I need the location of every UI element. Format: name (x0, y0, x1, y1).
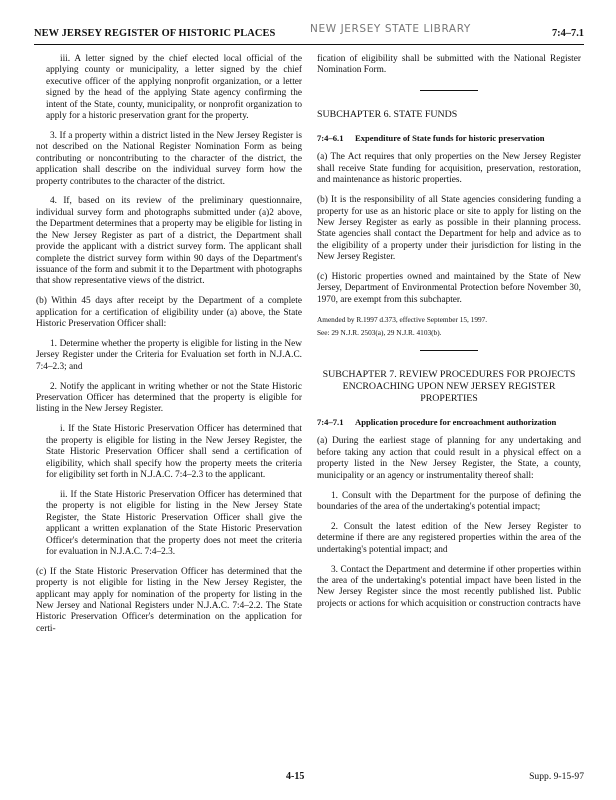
section-heading (317, 417, 581, 428)
section-title: Application procedure for encroachment authorization (355, 416, 557, 427)
paragraph: fication of eligibility shall be submitted with the National Register Nomination Form. (317, 54, 581, 76)
supplement-date: Supp. 9-15-97 (529, 771, 584, 782)
page-number: 4-15 (286, 771, 305, 782)
paragraph: (a) During the earliest stage of planning for any undertaking and before taking any action that could result in a physical effect on a property listed in the New Jersey Register, the State, a county, municipality or an agency or instrumentality thereof shall: (317, 436, 581, 481)
section-reference: 7:4–7.1 (551, 28, 584, 39)
paragraph: (b) Within 45 days after receipt by the Department of a complete application for a certification of eligibility under (a) above, the State Historic Preservation Officer shall: (36, 296, 302, 330)
paragraph: (c) Historic properties owned and maintained by the State of New Jersey, Department of Environmental Protection before November 30, 1970, are exempt from this subchapter. (317, 272, 581, 305)
section-number: 7:4–6.1 (317, 132, 344, 143)
amendment-note: See: 29 N.J.R. 2503(a), 29 N.J.R. 4103(b). (317, 327, 442, 337)
paragraph: 2. Consult the latest edition of the New Jersey Register to determine if there are any registered properties within the area of the undertaking's potential impact; and (317, 521, 581, 555)
paragraph: 4. If, based on its review of the preliminary questionnaire, individual survey form and photographs submitted under (a)2 above, the Department determines that a property may be eligible for listing in the New Jersey Register as part of a district, the Department shall provide the applicant with a district survey form. The applicant shall complete the district survey form within 90 days of the Department's issuance of the form and submit it to the Department with photographs that show representative views of the district. (36, 196, 302, 287)
running-header (34, 22, 584, 45)
page-footer (34, 771, 584, 785)
paragraph: 1. Determine whether the property is eligible for listing in the New Jersey Register under the Criteria for Evaluation set forth in N.J.A.C. 7:4–2.3; and (36, 338, 302, 372)
paragraph: (a) The Act requires that only properties on the New Jersey Register shall receive State funding for acquisition, preservation, restoration, and maintenance as historic properties. (317, 152, 581, 186)
paragraph: iii. A letter signed by the chief elected local official of the applying county or municipality, a letter signed by the chief executive officer of the applying nonprofit organization, or a letter signed by the head of the applying State agency confirming the intent of the State, county, municipality, or nonprofit organization to apply for a historic preservation grant for the property. (46, 54, 302, 122)
subchapter-heading: SUBCHAPTER 6. STATE FUNDS (317, 108, 458, 120)
paragraph: 1. Consult with the Department for the purpose of defining the boundaries of the area of the undertaking's potential impact; (317, 490, 581, 512)
section-title: Expenditure of State funds for historic preservation (355, 132, 545, 143)
section-number: 7:4–7.1 (317, 416, 344, 427)
section-divider (420, 90, 478, 91)
paragraph: 3. If a property within a district listed in the New Jersey Register is not described on the National Register Nomination Form as being contributing or noncontributing to the character of the district, the application shall describe on the individual survey form how the property contributes to the character of the district. (36, 130, 302, 187)
paragraph: 3. Contact the Department and determine if other properties within the area of the undertaking's potential impact have been listed in the New Jersey Register since the most recently published list. Public projects or actions for which acquisition or construction contracts have (317, 564, 581, 609)
publication-title: NEW JERSEY REGISTER OF HISTORIC PLACES (34, 28, 276, 39)
subchapter-heading: SUBCHAPTER 7. REVIEW PROCEDURES FOR PROJECTS ENCROACHING UPON NEW JERSEY REGISTER PROPERTIES (322, 368, 576, 404)
library-stamp: NEW JERSEY STATE LIBRARY (310, 23, 471, 35)
paragraph: (b) It is the responsibility of all State agencies considering funding a property for use as an historic place or site to apply for listing on the New Jersey Register as early as possible in their planning process. State agencies shall contact the Department for help and advice as to the eligibility of a property under their jurisdiction for listing in the New Jersey Register. (317, 195, 581, 263)
section-divider (420, 350, 478, 351)
section-heading (317, 133, 581, 144)
amendment-note: Amended by R.1997 d.373, effective September 15, 1997. (317, 314, 488, 324)
paragraph: 2. Notify the applicant in writing whether or not the State Historic Preservation Officer has determined that the property is eligible for listing in the New Jersey Register. (36, 381, 302, 415)
left-column (36, 54, 302, 644)
paragraph: (c) If the State Historic Preservation Officer has determined that the property is not eligible for listing in the New Jersey Register, the applicant may apply for nomination of the property for listing in the New Jersey and National Registers under N.J.A.C. 7:4–2.2. The State Historic Preservation Officer's determination on the application for certi- (36, 566, 302, 634)
paragraph: i. If the State Historic Preservation Officer has determined that the property is eligible for listing in the New Jersey Register, the State Historic Preservation Officer shall send a certification of eligibility, which shall specify how the property meets the criteria for eligibility set forth in N.J.A.C. 7:4–2.3 to the applicant. (46, 424, 302, 480)
right-column (317, 54, 581, 619)
paragraph: ii. If the State Historic Preservation Officer has determined that the property is not eligible for listing in the New Jersey State Register, the State Historic Preservation Officer shall give the applicant a written explanation of the State Historic Preservation Officer's determination that the property does not meet the criteria for evaluation in N.J.A.C. 7:4–2.3. (46, 489, 302, 557)
